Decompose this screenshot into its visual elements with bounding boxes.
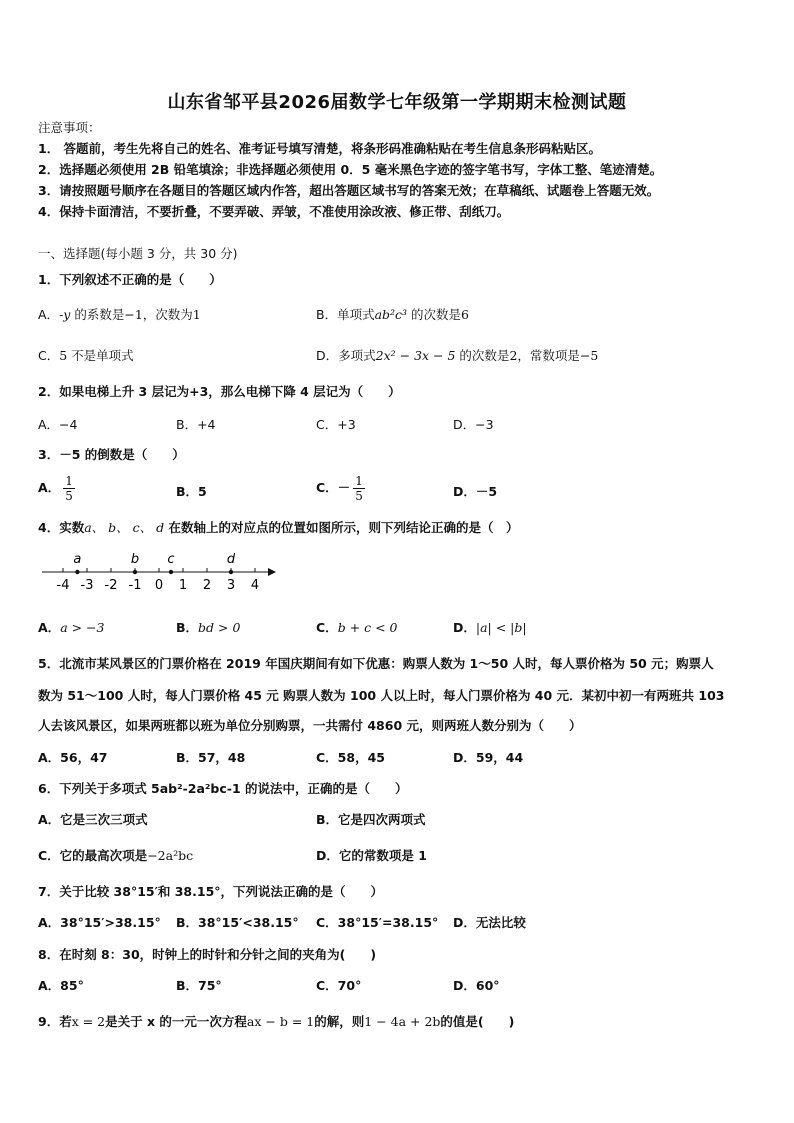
number-line-point-label: a: [73, 552, 82, 567]
q1-option-c: C．5 不是单项式: [38, 348, 134, 363]
q5-line-1: 5．北流市某风景区的门票价格在 2019 年国庆期间有如下优惠：购票人数为 1～50 人时，每人票价格为 50 元；购票人: [38, 656, 714, 671]
q9-stem: 9．若x = 2是关于 x 的一元一次方程ax − b = 1的解，则1 − 4a + 2b的值是( ): [38, 1014, 515, 1029]
number-line-tick-label: -1: [128, 578, 142, 593]
q8-stem: 8．在时刻 8：30，时钟上的时针和分针之间的夹角为( ): [38, 947, 377, 962]
notice-item-1: 1． 答题前，考生先将自己的姓名、准考证号填写清楚，将条形码准确粘贴在考生信息条形码粘贴区。: [38, 141, 602, 156]
number-line: [40, 548, 280, 594]
q5-option-c: C．58，45: [316, 750, 385, 765]
page-title: 山东省邹平县2026届数学七年级第一学期期末检测试题: [167, 92, 627, 113]
q7-option-c: C．38°15′=38.15°: [316, 915, 439, 930]
q4-option-a: A．a > −3: [38, 620, 105, 635]
number-line-tick-label: 2: [202, 578, 212, 593]
q4-option-b: B．bd > 0: [176, 620, 241, 635]
number-line-point-label: c: [167, 552, 175, 567]
q5-option-d: D．59，44: [453, 750, 524, 765]
number-line-point-c: [169, 570, 173, 574]
q2-option-d: D．−3: [453, 417, 494, 432]
q6-option-a: A．它是三次三项式: [38, 812, 148, 827]
q3-option-d: D．－5: [453, 484, 498, 499]
q3-option-b: B．5: [176, 484, 207, 499]
q6-stem: 6．下列关于多项式 5ab²-2a²bc-1 的说法中，正确的是（ ）: [38, 781, 408, 796]
q7-stem: 7．关于比较 38°15′和 38.15°，下列说法正确的是（ ）: [38, 884, 384, 899]
q1-stem: 1．下列叙述不正确的是（ ）: [38, 272, 222, 287]
q7-option-a: A．38°15′>38.15°: [38, 915, 161, 930]
number-line-tick-label: -4: [56, 578, 70, 593]
number-line-point-label: b: [130, 552, 140, 567]
q6-option-d: D．它的常数项是 1: [316, 848, 427, 863]
number-line-tick-label: 1: [178, 578, 188, 593]
q2-option-c: C．+3: [316, 417, 356, 432]
q8-option-d: D．60°: [453, 978, 500, 993]
notice-item-2: 2．选择题必须使用 2B 铅笔填涂；非选择题必须使用 0．5 毫米黑色字迹的签字笔书写，字体工整、笔迹清楚。: [38, 162, 663, 177]
q5-option-a: A．56，47: [38, 750, 108, 765]
q5-line-2: 数为 51～100 人时，每人门票价格 45 元 购票人数为 100 人以上时，每人门票价格为 40 元．某初中初一有两班共 103: [38, 688, 725, 703]
q2-option-b: B．+4: [176, 417, 216, 432]
notice-item-3: 3．请按照题号顺序在各题目的答题区域内作答，超出答题区域书写的答案无效；在草稿纸、试题卷上答题无效。: [38, 183, 660, 198]
section-heading: 一、选择题(每小题 3 分，共 30 分): [38, 246, 238, 261]
q4-stem: 4．实数a、 b、 c、 d 在数轴上的对应点的位置如图所示，则下列结论正确的是（ ）: [38, 520, 519, 535]
q7-option-d: D．无法比较: [453, 915, 526, 930]
number-line-point-b: [133, 570, 137, 574]
q2-option-a: A．−4: [38, 417, 78, 432]
number-line-point-a: [75, 570, 79, 574]
notice-item-4: 4．保持卡面清洁，不要折叠，不要弄破、弄皱，不准使用涂改液、修正带、刮纸刀。: [38, 204, 510, 219]
q1-option-d: D．多项式2x² − 3x − 5 的次数是2，常数项是−5: [316, 348, 599, 363]
q4-option-d: D．|a| < |b|: [453, 620, 527, 635]
q3-stem: 3．－5 的倒数是（ ）: [38, 447, 185, 462]
number-line-point-d: [229, 570, 233, 574]
number-line-tick-label: 4: [250, 578, 260, 593]
q7-option-b: B．38°15′<38.15°: [176, 915, 299, 930]
q3-option-a: A． $\frac{1}{5}$: [38, 474, 73, 503]
number-line-tick-label: -2: [104, 578, 118, 593]
q1-option-b: B．单项式ab²c³ 的次数是6: [316, 307, 469, 322]
number-line-tick-label: -3: [80, 578, 94, 593]
number-line-arrow: [268, 568, 276, 576]
number-line-tick-label: 0: [154, 578, 164, 593]
q8-option-b: B．75°: [176, 978, 222, 993]
q5-line-3: 人去该风景区，如果两班都以班为单位分别购票，一共需付 4860 元，则两班人数分别为（ ）: [38, 718, 582, 733]
q6-option-b: B．它是四次两项式: [316, 812, 426, 827]
q8-option-a: A．85°: [38, 978, 84, 993]
notice-heading: 注意事项：: [38, 120, 101, 135]
number-line-tick-label: 3: [226, 578, 236, 593]
q5-option-b: B．57，48: [176, 750, 246, 765]
q2-stem: 2．如果电梯上升 3 层记为+3，那么电梯下降 4 层记为（ ）: [38, 384, 401, 399]
q4-option-c: C．b + c < 0: [316, 620, 398, 635]
q1-option-a: A．-y 的系数是−1，次数为1: [38, 307, 201, 322]
number-line-point-label: d: [226, 552, 236, 567]
q6-option-c: C．它的最高次项是−2a²bc: [38, 848, 194, 863]
q3-option-c: C．－ $\frac{1}{5}$: [316, 474, 363, 503]
q8-option-c: C．70°: [316, 978, 362, 993]
